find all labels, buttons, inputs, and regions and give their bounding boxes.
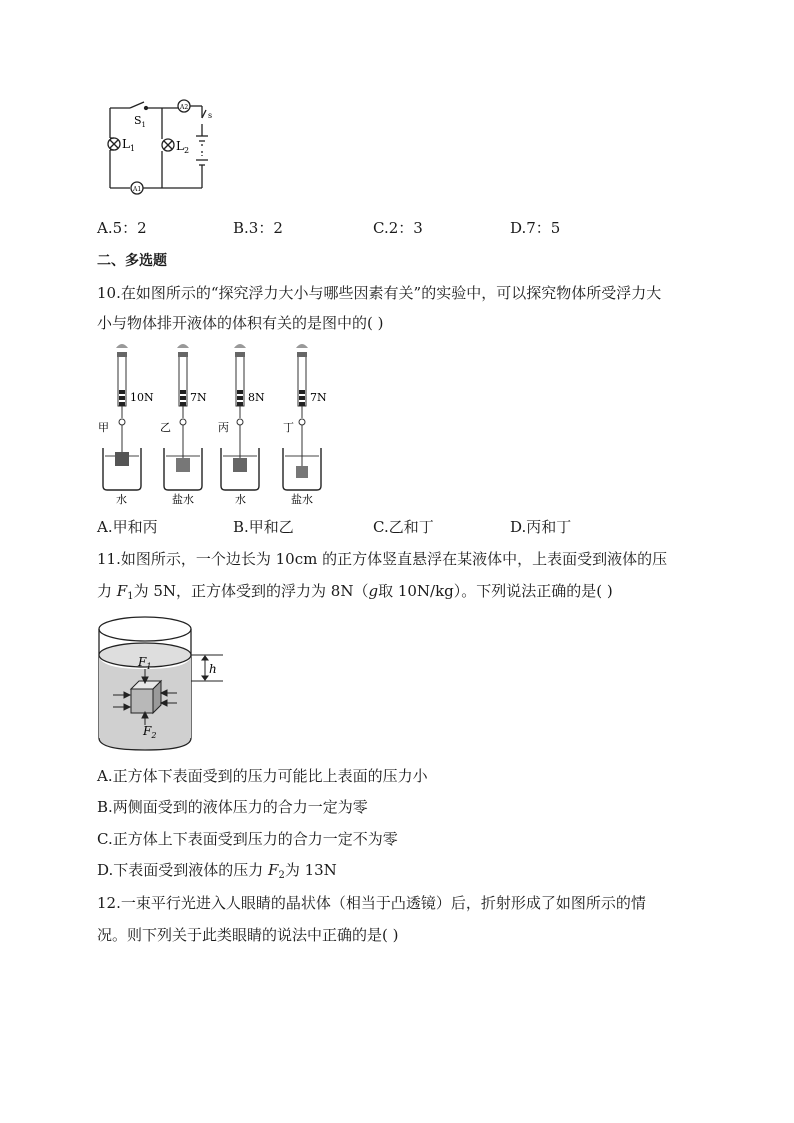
q10-tag-ding: 丁 [283, 421, 294, 434]
q10-reading-jia: 10N [130, 391, 154, 404]
lamp-l2-label: $L_2$ [176, 139, 190, 155]
q11-option-b[interactable]: B.两侧面受到的液体压力的合力一定为零 [97, 798, 368, 816]
q10-liquid-jia: 水 [116, 493, 127, 506]
q9-option-c[interactable]: C.2：3 [373, 219, 423, 237]
q10-liquid-yi: 盐水 [172, 493, 194, 506]
q10-option-d[interactable]: D.丙和丁 [510, 518, 572, 536]
q10-tag-yi: 乙 [160, 421, 171, 434]
q10-option-b[interactable]: B.甲和乙 [233, 518, 294, 536]
q11-stem-line2: 力 $F_1$为 5N，正方体受到的浮力为 8N（g取 10N/kg）。下列说法正确的是( ) [97, 582, 613, 602]
q10-tag-jia: 甲 [98, 421, 109, 434]
q10-liquid-bing: 水 [235, 493, 246, 506]
section-title-multiple-choice: 二、多选题 [97, 253, 167, 269]
q10-reading-ding: 7N [310, 391, 327, 404]
q12-stem-line2: 况。则下列关于此类眼睛的说法中正确的是( ) [97, 926, 399, 944]
q10-option-c[interactable]: C.乙和丁 [373, 518, 434, 536]
q9-option-d[interactable]: D.7：5 [510, 219, 561, 237]
switch-s-label: s [208, 111, 213, 120]
q11-fig-h-label: h [209, 662, 217, 676]
ammeter-a1-label: A1 [133, 186, 142, 193]
q10-buoyancy-figure [90, 343, 340, 508]
switch-s1-label: $S_1$ [134, 114, 147, 129]
q9-option-b[interactable]: B.3：2 [233, 219, 283, 237]
q11-fig-f2-label: $F_2$ [143, 724, 157, 740]
q10-reading-yi: 7N [190, 391, 207, 404]
q11-option-d[interactable]: D.下表面受到液体的压力 $F_2$为 13N [97, 861, 337, 881]
q10-liquid-ding: 盐水 [291, 493, 313, 506]
q10-reading-bing: 8N [248, 391, 265, 404]
q12-stem-line1: 12.一束平行光进入人眼睛的晶状体（相当于凸透镜）后，折射形成了如图所示的情 [97, 894, 646, 912]
q9-circuit-diagram [100, 96, 225, 196]
ammeter-a2-label: A2 [180, 104, 189, 111]
q11-option-a[interactable]: A.正方体下表面受到的压力可能比上表面的压力小 [97, 767, 428, 785]
q11-fig-f1-label: $F_1$ [138, 655, 152, 671]
q11-cube-figure [95, 613, 235, 758]
lamp-l1-label: $L_1$ [122, 137, 136, 153]
q10-tag-bing: 丙 [218, 421, 229, 434]
q11-stem-line1: 11.如图所示，一个边长为 10cm 的正方体竖直悬浮在某液体中，上表面受到液体的压 [97, 550, 668, 568]
q10-option-a[interactable]: A.甲和丙 [97, 518, 158, 536]
q10-stem-line1: 10.在如图所示的“探究浮力大小与哪些因素有关”的实验中，可以探究物体所受浮力大 [97, 284, 662, 302]
q9-option-a[interactable]: A.5：2 [97, 219, 147, 237]
q10-stem-line2: 小与物体排开液体的体积有关的是图中的( ) [97, 314, 384, 332]
q11-option-c[interactable]: C.正方体上下表面受到压力的合力一定不为零 [97, 830, 398, 848]
